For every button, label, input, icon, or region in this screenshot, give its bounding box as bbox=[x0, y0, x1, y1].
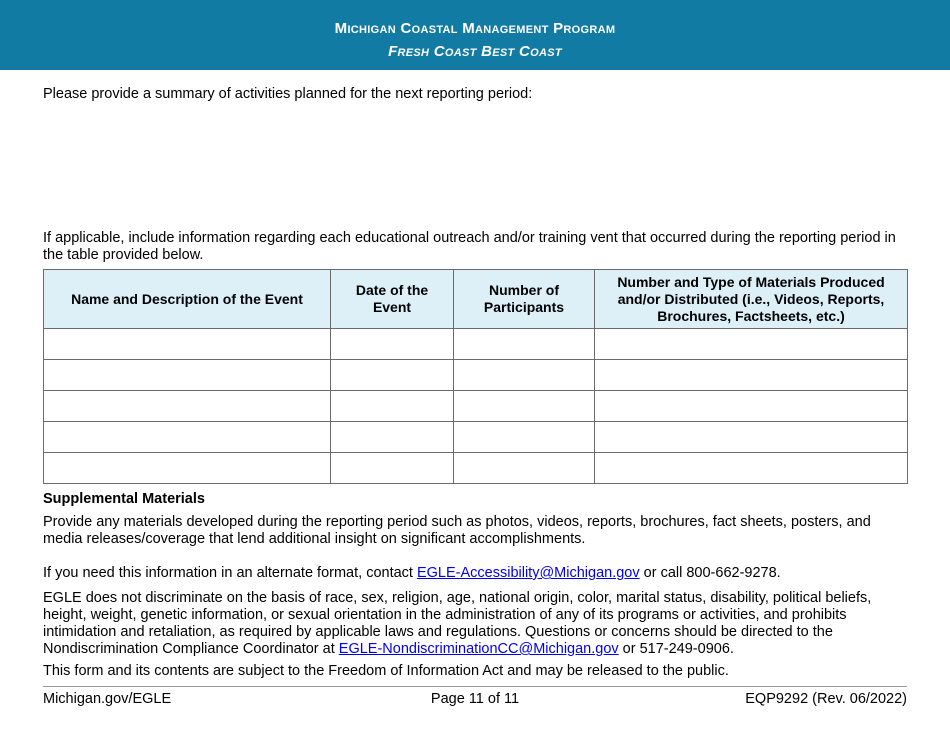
foia-notice: This form and its contents are subject to the Freedom of Information Act and may be released to the public. bbox=[43, 663, 729, 679]
header-banner bbox=[0, 0, 950, 70]
table-cell[interactable] bbox=[44, 329, 331, 360]
program-title: Michigan Coastal Management Program bbox=[334, 20, 616, 37]
table-cell[interactable] bbox=[595, 360, 908, 391]
table-cell[interactable] bbox=[331, 391, 454, 422]
table-cell[interactable] bbox=[595, 391, 908, 422]
table-cell[interactable] bbox=[454, 453, 595, 484]
nondiscrimination-prefix: EGLE does not discriminate on the basis of race, sex, religion, age, national origin, color, marital status, disability, political beliefs, height, weight, genetic information, or sexual orientation in the administration of any of its programs or activities, and prohibits intimidation and retaliation, as required by applicable laws and regulations. Questions or concerns should be directed to the Nondiscrimination Compliance Coordinator at bbox=[43, 590, 872, 657]
accessibility-email-link[interactable]: EGLE-Accessibility@Michigan.gov bbox=[416, 565, 640, 581]
header-participants: Number of Participants bbox=[454, 270, 595, 329]
accessibility-suffix: or call 800-662-9278. bbox=[639, 565, 781, 581]
table-cell[interactable] bbox=[44, 453, 331, 484]
table-cell[interactable] bbox=[595, 453, 908, 484]
table-header-row bbox=[44, 270, 908, 329]
events-table bbox=[43, 269, 908, 484]
footer-website: Michigan.gov/EGLE bbox=[43, 691, 172, 707]
table-cell[interactable] bbox=[454, 329, 595, 360]
table-row bbox=[44, 453, 908, 484]
table-row bbox=[44, 422, 908, 453]
program-subtitle: Fresh Coast Best Coast bbox=[388, 43, 562, 60]
summary-prompt: Please provide a summary of activities planned for the next reporting period: bbox=[43, 86, 533, 102]
footer-divider bbox=[43, 686, 907, 687]
table-cell[interactable] bbox=[454, 391, 595, 422]
table-cell[interactable] bbox=[595, 422, 908, 453]
accessibility-prefix: If you need this information in an alternate format, contact bbox=[43, 565, 417, 581]
table-cell[interactable] bbox=[44, 422, 331, 453]
table-cell[interactable] bbox=[331, 453, 454, 484]
nondiscrimination-suffix: or 517-249-0906. bbox=[618, 641, 734, 657]
table-cell[interactable] bbox=[454, 360, 595, 391]
table-cell[interactable] bbox=[44, 391, 331, 422]
table-cell[interactable] bbox=[331, 329, 454, 360]
table-intro: If applicable, include information regarding each educational outreach and/or training vent that occurred during the reporting period in the table provided below. bbox=[43, 230, 896, 263]
table-row bbox=[44, 360, 908, 391]
footer-form-id: EQP9292 (Rev. 06/2022) bbox=[745, 691, 907, 707]
table-row bbox=[44, 391, 908, 422]
header-event-date: Date of the Event bbox=[331, 270, 454, 329]
supplemental-heading: Supplemental Materials bbox=[43, 491, 205, 507]
header-event-name: Name and Description of the Event bbox=[44, 270, 331, 329]
table-cell[interactable] bbox=[331, 422, 454, 453]
table-cell[interactable] bbox=[44, 360, 331, 391]
nondiscrimination-notice bbox=[43, 590, 911, 658]
table-cell[interactable] bbox=[595, 329, 908, 360]
table-row bbox=[44, 329, 908, 360]
footer-page-number: Page 11 of 11 bbox=[430, 691, 520, 707]
nondiscrimination-email-link[interactable]: EGLE-NondiscriminationCC@Michigan.gov bbox=[338, 641, 619, 657]
supplemental-text: Provide any materials developed during the reporting period such as photos, videos, reports, brochures, fact sheets, posters, and media releases/coverage that lend additional insight on significant accomplishments. bbox=[43, 514, 871, 547]
accessibility-notice bbox=[43, 565, 913, 582]
table-cell[interactable] bbox=[331, 360, 454, 391]
table-cell[interactable] bbox=[454, 422, 595, 453]
header-materials: Number and Type of Materials Produced and/or Distributed (i.e., Videos, Reports, Brochures, Factsheets, etc.) bbox=[595, 270, 908, 329]
